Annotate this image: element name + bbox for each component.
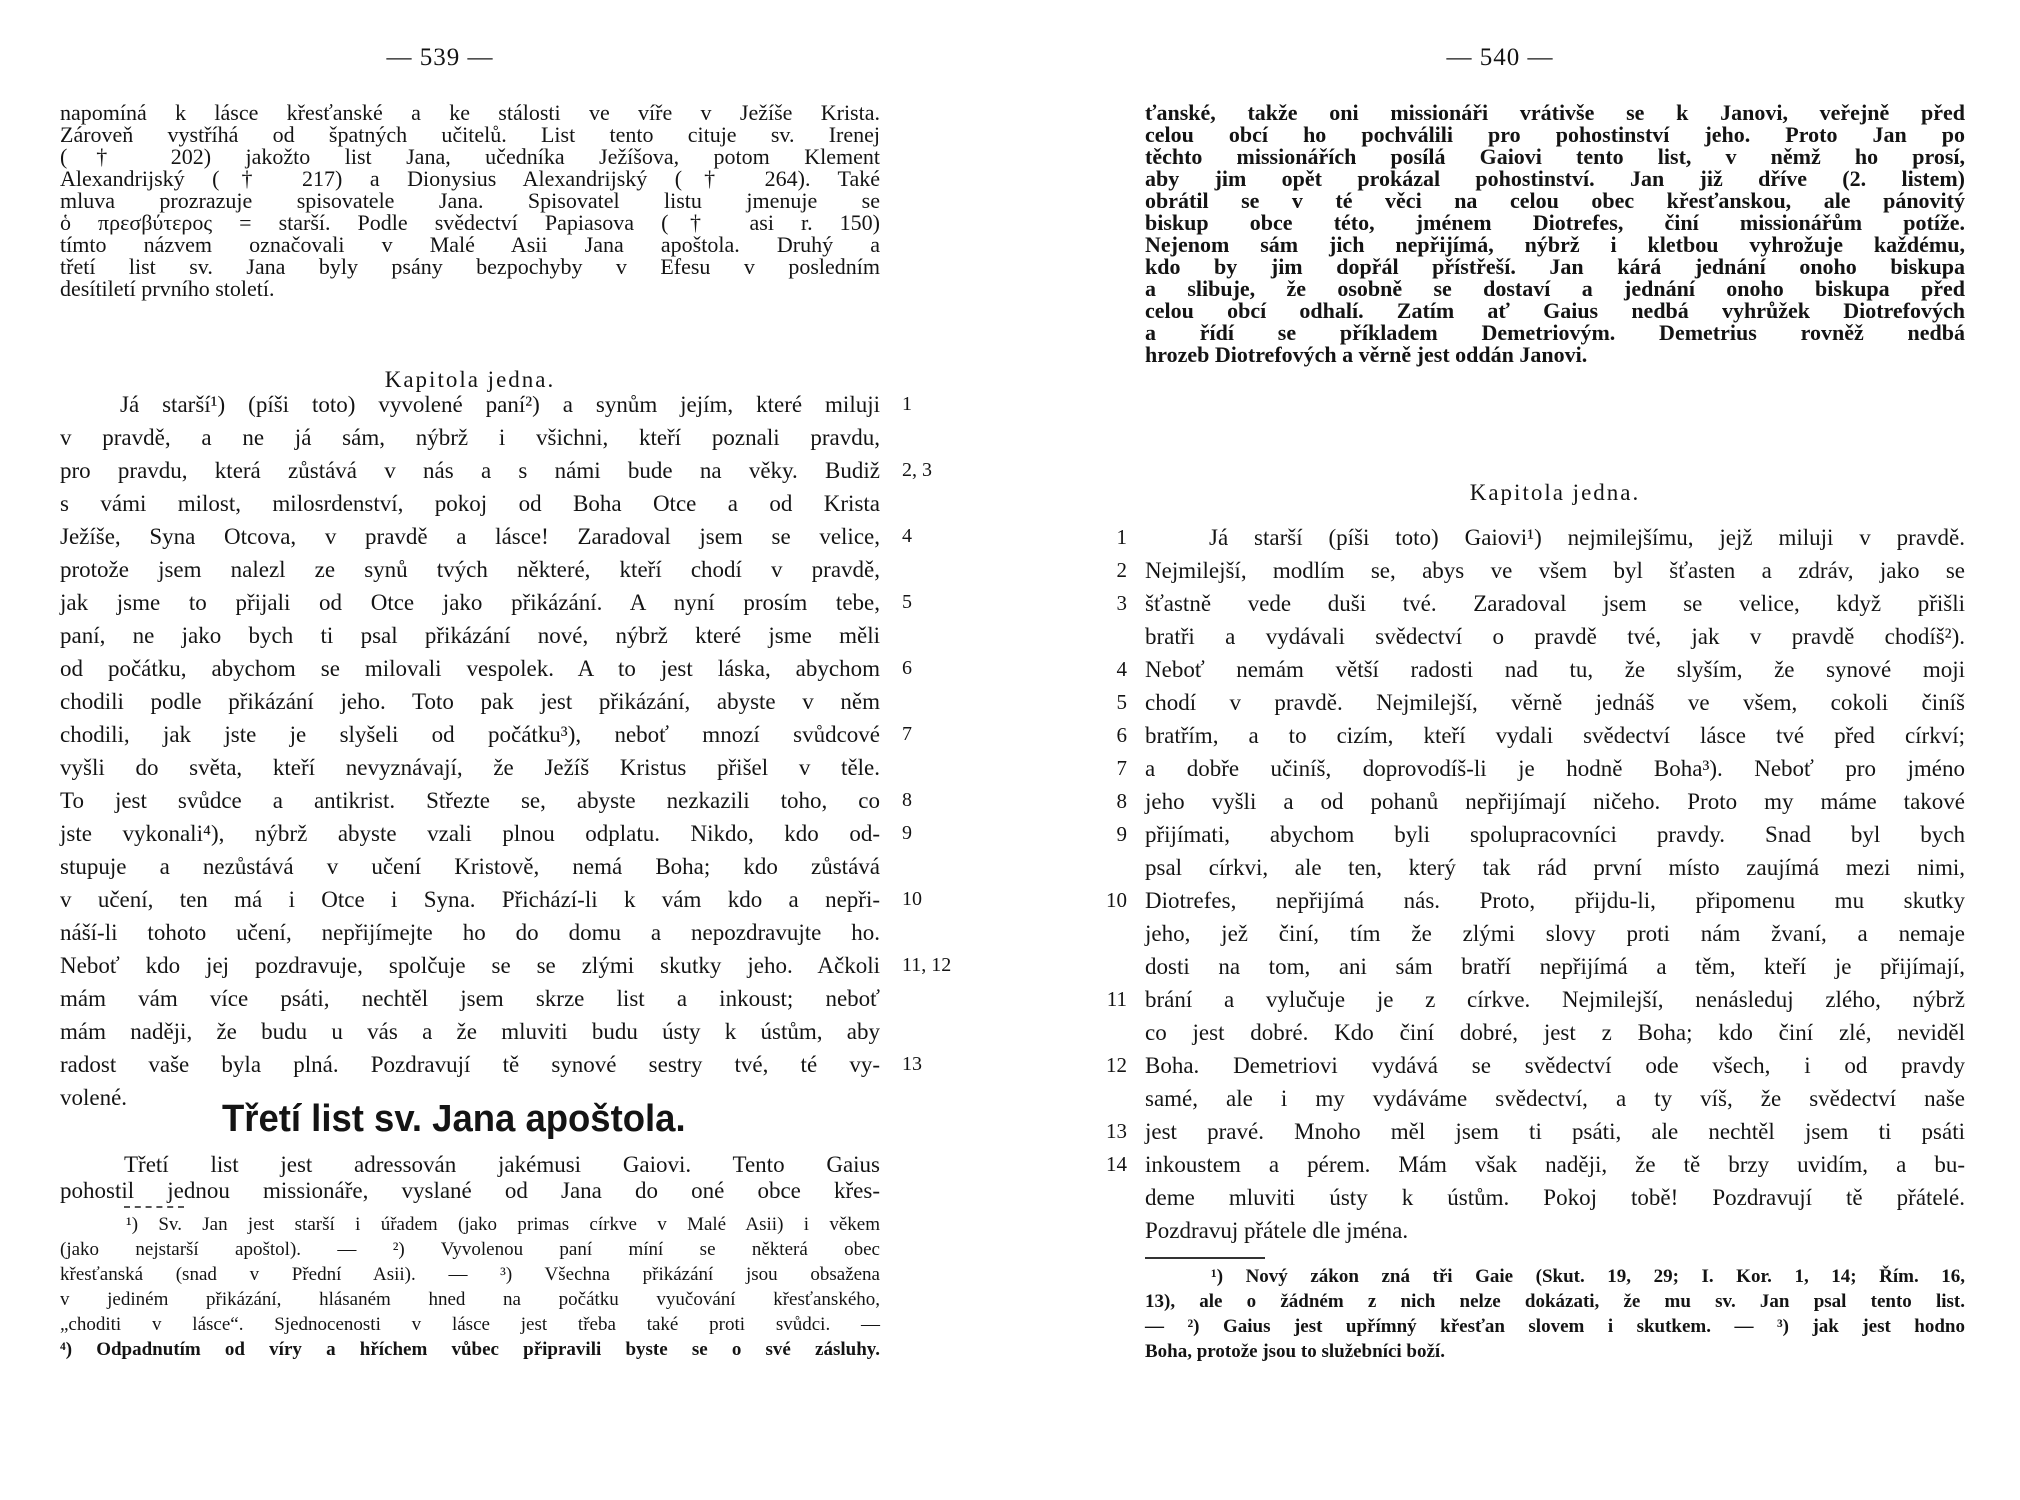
verse-line [1116, 752, 1965, 785]
verse-number: 9 [1116, 822, 1127, 846]
verse-text: v pravdě, a ne já sám, nýbrž i všichni, kteří poznali pravdu, [60, 425, 880, 450]
verse-line [1106, 983, 1965, 1016]
intro-paragraph [1145, 102, 1965, 366]
verse-line [60, 652, 912, 685]
verse-text: inkoustem a pérem. Mám však naději, že tě brzy uvidím, a bu- [1145, 1152, 1965, 1177]
verse-line [60, 619, 880, 652]
text-line: hrozeb Diotrefových a věrně jest oddán Janovi. [1145, 342, 1588, 367]
verse-number: 9 [902, 822, 912, 844]
footnote-line: ⁴) Odpadnutím od víry a hříchem vůbec připravili byste se o své zásluhy. [60, 1339, 880, 1360]
verse-line [1116, 587, 1965, 620]
verse-line [60, 949, 952, 982]
verse-text: mám naději, že budu u vás a že mluviti budu ústy k ústům, aby [60, 1019, 880, 1044]
verse-block [60, 388, 952, 1114]
verse-line [1116, 653, 1965, 686]
verse-line [60, 388, 912, 421]
verse-text: přijímati, abychom byli spolupracovníci pravdy. Snad byl bych [1145, 822, 1965, 847]
verse-number: 8 [1116, 789, 1127, 813]
text-line: Nejenom sám jich nepřijímá, nýbrž i kletbou vyhrožuje každému, [1145, 232, 1965, 257]
verse-line [60, 421, 880, 454]
footnote-line: „choditi v lásce“. Sjednocenosti v lásce jest třeba také proti svůdci. — [60, 1314, 880, 1335]
footnote-line: v jediném přikázání, hlásaném hned na počátku vyučování křesťanského, [60, 1289, 880, 1310]
verse-line [1145, 1082, 1965, 1115]
verse-number: 6 [902, 657, 912, 679]
text-line: těchto missionářích posílá Gaiovi tento list, v němž ho prosí, [1145, 144, 1965, 169]
verse-text: dosti na tom, ani sám bratří nepřijímá a těm, kteří je přijímají, [1145, 954, 1965, 979]
page-number: — 540 — [1446, 44, 1554, 71]
verse-line [1106, 884, 1965, 917]
verse-text: náší-li tohoto učení, nepřijímejte ho do domu a nepozdravujte ho. [60, 920, 880, 945]
verse-text: a dobře učiníš, doprovodíš-li je hodně Boha³). Neboť pro jméno [1145, 756, 1965, 781]
verse-text: jste vykonali⁴), nýbrž abyste vzali plnou odplatu. Nikdo, kdo od- [60, 821, 880, 846]
footnote-line: (jako nejstarší apoštol). — ²) Vyvolenou paní míní se některá obec [60, 1239, 880, 1260]
verse-text: stupuje a nezůstává v učení Kristově, nemá Boha; kdo zůstává [60, 854, 880, 879]
text-line: napomíná k lásce křesťanské a ke stálosti ve víře v Ježíše Krista. [60, 100, 880, 125]
text-line: a slibuje, že osobně se dostaví a jednání onoho biskupa před [1145, 276, 1965, 301]
footnote-line: ¹) Nový zákon zná tři Gaie (Skut. 19, 29; I. Kor. 1, 14; Řím. 16, [1211, 1266, 1965, 1287]
text-line: desítiletí prvního století. [60, 276, 275, 301]
verse-text: od počátku, abychom se milovali vespolek. A to jest láska, abychom [60, 656, 880, 681]
verse-line [1145, 1181, 1965, 1214]
verse-number: 12 [1106, 1053, 1127, 1077]
verse-text: brání a vylučuje je z církve. Nejmilejší, nenásleduj zlého, nýbrž [1145, 987, 1965, 1012]
verse-text: bratři a vydávali svědectví o pravdě tvé, jak v pravdě chodíš²). [1145, 624, 1965, 649]
verse-line [60, 751, 880, 784]
text-line: aby jim opět prokázal pohostinství. Jan již dříve (2. listem) [1145, 166, 1965, 191]
verse-line [60, 553, 880, 586]
verse-line [60, 520, 912, 553]
verse-line [60, 850, 880, 883]
text-line: Třetí list jest adressován jakémusi Gaiovi. Tento Gaius [124, 1152, 880, 1177]
verse-text: Diotrefes, nepřijímá nás. Proto, přijdu-li, připomenu mu skutky [1145, 888, 1965, 913]
page-number: — 539 — [386, 44, 494, 71]
verse-line [1106, 1148, 1965, 1181]
verse-text: To jest svůdce a antikrist. Střezte se, abyste nezkazili toho, co [60, 788, 880, 813]
verse-text: Boha. Demetriovi vydává se svědectví ode všech, i od pravdy [1145, 1053, 1965, 1078]
footnote-separator [124, 1206, 184, 1208]
verse-number: 2, 3 [902, 459, 932, 481]
verse-line [1145, 851, 1965, 884]
verse-line [1116, 686, 1965, 719]
verse-number: 11, 12 [902, 954, 952, 976]
verse-text: paní, ne jako bych ti psal přikázání nové, nýbrž které jsme měli [60, 623, 880, 648]
verse-text: deme mluviti ústy k ústům. Pokoj tobě! Pozdravují tě přátelé. [1145, 1185, 1965, 1210]
text-line: třetí list sv. Jana byly psány bezpochyby v Efesu v posledním [60, 254, 880, 279]
text-line: († 202) jakožto list Jana, učedníka Ježíšova, potom Klement [60, 144, 880, 169]
verse-line [1116, 554, 1965, 587]
verse-line [60, 1048, 922, 1081]
verse-number: 6 [1116, 723, 1127, 747]
text-line: Zároveň vystříhá od špatných učitelů. List tento cituje sv. Irenej [60, 122, 880, 147]
text-line: obrátil se v té věci na celou obec křesťanskou, ale pánovitý [1145, 188, 1965, 213]
verse-text: samé, ale i my vydáváme svědectví, a ty víš, že svědectví naše [1145, 1086, 1965, 1111]
verse-line [1116, 719, 1965, 752]
verse-text: volené. [60, 1085, 128, 1110]
verse-number: 5 [1116, 690, 1127, 714]
text-line: Alexandrijský († 217) a Dionysius Alexandrijský († 264). Také [60, 166, 880, 191]
verse-line [1116, 521, 1965, 554]
verse-line [1145, 1214, 1965, 1247]
text-line: ὁ πρεσβύτερος = starší. Podle svědectví Papiasova († asi r. 150) [60, 210, 880, 235]
verse-text: chodili, jak jste je slyšeli od počátku³), neboť mnozí svůdcové [60, 722, 880, 747]
text-line: celou obcí ho pochválili pro pohostinství jeho. Proto Jan po [1145, 122, 1965, 147]
verse-line [1145, 917, 1965, 950]
verse-text: Nejmilejší, modlím se, abys ve všem byl šťasten a zdráv, jako se [1145, 558, 1965, 583]
verse-text: šťastně vede duši tvé. Zaradoval jsem se velice, když přišli [1145, 591, 1965, 616]
verse-number: 13 [902, 1053, 922, 1075]
verse-text: v učení, ten má i Otce i Syna. Přichází-li k vám kdo a nepři- [60, 887, 880, 912]
verse-line [60, 883, 922, 916]
verse-number: 13 [1106, 1119, 1127, 1143]
verse-number: 5 [902, 591, 912, 613]
verse-text: radost vaše byla plná. Pozdravují tě synové sestry tvé, té vy- [60, 1052, 880, 1077]
verse-text: Neboť kdo jej pozdravuje, spolčuje se se zlými skutky jeho. Ačkoli [60, 953, 880, 978]
verse-line [60, 685, 880, 718]
text-line: celou obcí odhalí. Zatím ať Gaius nedbá vyhrůžek Diotrefových [1145, 298, 1965, 323]
verse-number: 1 [902, 393, 912, 415]
verse-line [60, 586, 912, 619]
verse-number: 7 [902, 723, 912, 745]
footnote-line: — ²) Gaius jest upřímný křesťan slovem i skutkem. — ³) jak jest hodno [1145, 1316, 1965, 1337]
verse-line [60, 817, 912, 850]
verse-text: bratřím, a to cizím, kteří vydali svědectví lásce tvé před církví; [1145, 723, 1965, 748]
letter-title: Třetí list sv. Jana apoštola. [222, 1098, 686, 1140]
footnotes [60, 1212, 880, 1362]
footnote-line: ¹) Sv. Jan jest starší i úřadem (jako primas církve v Malé Asii) i věkem [126, 1214, 880, 1235]
verse-line [60, 916, 880, 949]
third-letter-intro [60, 1152, 880, 1204]
verse-text: Já starší¹) (píši toto) vyvolené paní²) a synům jejím, které miluji [120, 392, 880, 417]
left-page [60, 0, 960, 1500]
verse-line [60, 454, 932, 487]
verse-text: jeho, jež činí, tím že zlými slovy proti nám žvaní, a nemaje [1145, 921, 1965, 946]
verse-text: chodí v pravdě. Nejmilejší, věrně jednáš ve všem, cokoli činíš [1145, 690, 1965, 715]
verse-number: 3 [1116, 591, 1127, 615]
verse-line [60, 487, 880, 520]
verse-text: Pozdravuj přátele dle jména. [1145, 1218, 1409, 1243]
verse-text: s vámi milost, milosrdenství, pokoj od Boha Otce a od Krista [60, 491, 880, 516]
verse-number: 2 [1116, 558, 1127, 582]
verse-number: 14 [1106, 1152, 1127, 1176]
verse-line [1106, 1049, 1965, 1082]
verse-line [60, 1015, 880, 1048]
verse-number: 10 [1106, 888, 1127, 912]
verse-text: psal církvi, ale ten, který tak rád první místo zaujímá mezi nimi, [1145, 855, 1965, 880]
verse-text: jak jsme to přijali od Otce jako přikázání. A nyní prosím tebe, [60, 590, 880, 615]
verse-text: mám vám více psáti, nechtěl jsem skrze list a inkoust; neboť [60, 986, 880, 1011]
verse-number: 10 [902, 888, 922, 910]
verse-line [60, 718, 912, 751]
right-page [1080, 0, 1980, 1500]
verse-line [1116, 785, 1965, 818]
text-line: mluva prozrazuje spisovatele Jana. Spisovatel listu jmenuje se [60, 188, 880, 213]
text-line: biskup obce této, jménem Diotrefes, činí missionářům potíže. [1145, 210, 1965, 235]
verse-number: 11 [1106, 987, 1127, 1011]
verse-line [1106, 1115, 1965, 1148]
chapter-heading: Kapitola jedna. [384, 367, 556, 392]
verse-number: 1 [1116, 525, 1127, 549]
text-line: kdo by jim dopřál přístřeší. Jan kárá jednání onoho biskupa [1145, 254, 1965, 279]
text-line: tímto názvem označovali v Malé Asii Jana apoštola. Druhý a [60, 232, 880, 257]
verse-number: 8 [902, 789, 912, 811]
verse-line [60, 784, 912, 817]
verse-text: co jest dobré. Kdo činí dobré, jest z Boha; kdo činí zlé, neviděl [1145, 1020, 1965, 1045]
verse-text: vyšli do světa, kteří nevyznávají, že Ježíš Kristus přišel v těle. [60, 755, 880, 780]
footnote-line: křesťanská (snad v Přední Asii). — ³) Všechna přikázání jsou obsažena [60, 1264, 880, 1285]
verse-text: jest pravé. Mnoho měl jsem ti psáti, ale nechtěl jsem ti psáti [1145, 1119, 1965, 1144]
intro-paragraph [60, 102, 880, 300]
verse-text: jeho vyšli a od pohanů nepřijímají ničeho. Proto my máme takové [1145, 789, 1965, 814]
text-line: ťanské, takže oni missionáři vrátivše se k Janovi, veřejně před [1145, 100, 1965, 125]
verse-line [60, 982, 880, 1015]
verse-line [1116, 818, 1965, 851]
verse-number: 4 [902, 525, 912, 547]
verse-text: Neboť nemám větší radosti nad tu, že slyším, že synové moji [1145, 657, 1965, 682]
text-line: pohostil jednou missionáře, vyslané od Jana do oné obce křes- [60, 1178, 880, 1203]
footnote-separator [1145, 1257, 1265, 1259]
verse-text: pro pravdu, která zůstává v nás a s námi bude na věky. Budiž [60, 458, 880, 483]
verse-block [1106, 521, 1965, 1247]
verse-number: 7 [1116, 756, 1127, 780]
text-line: a řídí se příkladem Demetriovým. Demetrius rovněž nedbá [1145, 320, 1965, 345]
verse-line [1145, 620, 1965, 653]
verse-text: chodili podle přikázání jeho. Toto pak jest přikázání, abyste v něm [60, 689, 880, 714]
verse-line [1145, 1016, 1965, 1049]
verse-line [1145, 950, 1965, 983]
verse-text: protože jsem nalezl ze synů tvých některé, kteří chodí v pravdě, [60, 557, 880, 582]
footnote-line: Boha, protože jsou to služebníci boží. [1145, 1341, 1445, 1362]
chapter-heading: Kapitola jedna. [1469, 480, 1641, 505]
footnotes [1145, 1264, 1965, 1364]
verse-text: Ježíše, Syna Otcova, v pravdě a lásce! Zaradoval jsem se velice, [60, 524, 880, 549]
verse-number: 4 [1116, 657, 1127, 681]
footnote-line: 13), ale o žádném z nich nelze dokázati, že mu sv. Jan psal tento list. [1145, 1291, 1965, 1312]
verse-text: Já starší (píši toto) Gaiovi¹) nejmilejšímu, jejž miluji v pravdě. [1209, 525, 1965, 550]
